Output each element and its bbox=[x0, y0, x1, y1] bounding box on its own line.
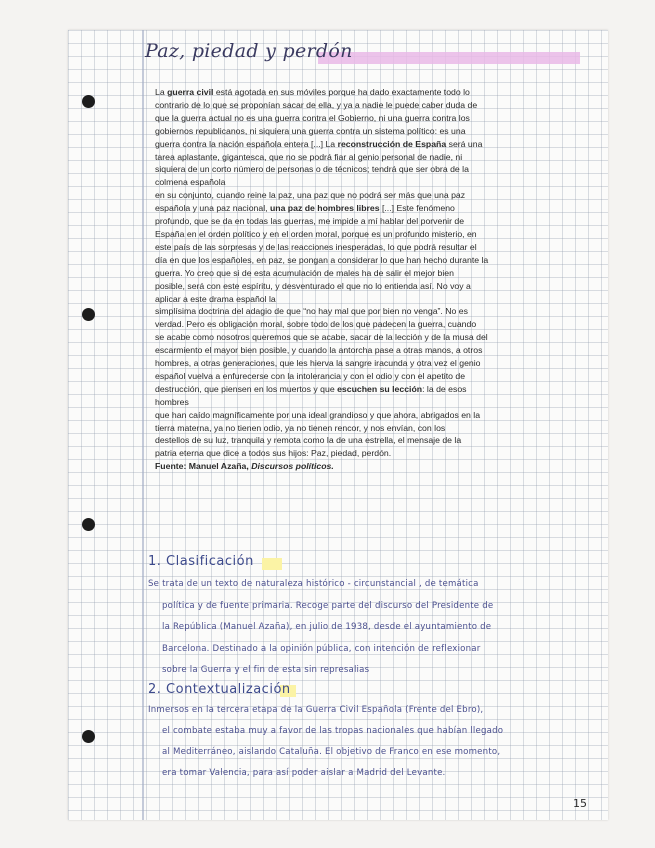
text-line bbox=[155, 383, 515, 396]
text-line bbox=[155, 138, 515, 151]
text-run: aplicar a este drama español la bbox=[155, 293, 276, 304]
page-title: Paz, piedad y perdón bbox=[145, 40, 353, 62]
text-run: verdad. Pero es obligación moral, sobre todo de los que padecen la guerra, cuando bbox=[155, 319, 477, 330]
text-run: : la de esos bbox=[422, 383, 467, 394]
binder-hole-1 bbox=[82, 95, 95, 108]
text-run: español vuelva a enfurecerse con la intolerancia y con el odio y con el apetito de bbox=[155, 370, 466, 381]
source-citation bbox=[155, 460, 515, 473]
text-run: se acabe como nosotros queremos que se acabe, sacar de la lección y de la musa del bbox=[155, 332, 488, 343]
handwritten-line: Se trata de un texto de naturaleza histórico - circunstancial , de temática bbox=[148, 579, 479, 589]
handwritten-line: el combate estaba muy a favor de las tropas nacionales que habían llegado bbox=[162, 726, 504, 736]
handwritten-line: sobre la Guerra y el fin de esta sin represalias bbox=[162, 665, 370, 675]
source-text-lines bbox=[155, 86, 515, 460]
text-run: será una bbox=[446, 138, 483, 149]
text-run: simplísima doctrina del adagio de que “no hay mal que por bien no venga”. No es bbox=[155, 306, 468, 317]
text-run: profundo, que se da en todas las guerras, me impide a mí hablar del porvenir de bbox=[155, 216, 465, 227]
text-line bbox=[155, 344, 515, 357]
text-line bbox=[155, 189, 515, 202]
text-line bbox=[155, 305, 515, 318]
title-highlight bbox=[318, 52, 580, 64]
bold-phrase: reconstrucción de España bbox=[337, 138, 447, 149]
text-line bbox=[155, 434, 515, 447]
text-run: La bbox=[155, 87, 168, 97]
heading-highlight-1 bbox=[262, 558, 282, 570]
handwritten-line: era tomar Valencia, para así poder aislar a Madrid del Levante. bbox=[162, 768, 446, 778]
bold-phrase: escuchen su lección bbox=[337, 383, 423, 394]
text-run: española y una paz nacional, bbox=[155, 203, 270, 214]
text-run: día en que los españoles, en paz, se pongan a considerar lo que han hecho durante la bbox=[155, 254, 489, 265]
text-run: este país de las sorpresas y de las reacciones inesperadas, lo que podrá resultar el bbox=[155, 241, 477, 252]
page-number: 15 bbox=[573, 797, 587, 810]
handwritten-line: al Mediterráneo, aislando Cataluña. El objetivo de Franco en ese momento, bbox=[162, 747, 501, 757]
handwritten-line: Inmersos en la tercera etapa de la Guerra Civil Española (Frente del Ebro), bbox=[148, 705, 484, 715]
text-line bbox=[155, 318, 515, 331]
source-work: Discursos políticos. bbox=[251, 461, 334, 472]
text-line bbox=[155, 163, 515, 176]
text-line bbox=[155, 86, 515, 99]
text-run: destrucción, que piensen en los muertos y que bbox=[155, 383, 338, 394]
handwritten-line: política y de fuente primaria. Recoge parte del discurso del Presidente de bbox=[162, 600, 494, 611]
text-line bbox=[155, 241, 515, 254]
text-run: está agotada en sus móviles porque ha dado exactamente todo lo bbox=[213, 87, 470, 97]
binder-hole-3 bbox=[82, 518, 95, 531]
text-line bbox=[155, 151, 515, 164]
text-run: tarea aplastante, gigantesca, que no se podrá fiar al genio personal de nadie, ni bbox=[155, 151, 463, 162]
margin-line bbox=[142, 30, 144, 820]
text-line bbox=[155, 176, 515, 189]
text-line bbox=[155, 112, 515, 125]
text-line bbox=[155, 357, 515, 370]
text-line bbox=[155, 228, 515, 241]
text-run: posible, será con este espíritu, y desventurado el que no lo entienda así. No voy a bbox=[155, 280, 471, 291]
text-line bbox=[155, 370, 515, 383]
text-line bbox=[155, 331, 515, 344]
text-run: que la guerra actual no es una guerra contra el Gobierno, ni una guerra contra los bbox=[155, 112, 470, 123]
text-run: que han caído magníficamente por una ideal grandioso y que ahora, abrigados en la bbox=[155, 409, 481, 420]
text-run: destellos de su luz, tranquila y remota como la de una estrella, el mensaje de la bbox=[155, 435, 462, 446]
text-line bbox=[155, 125, 515, 138]
text-run: guerra contra la nación española entera [...] La bbox=[155, 138, 338, 149]
text-run: en su conjunto, cuando reine la paz, una paz que no podrá ser más que una paz bbox=[155, 190, 466, 201]
section-heading-contextualizacion: 2. Contextualización bbox=[148, 682, 291, 697]
text-run: hombres, a otras generaciones, que les hierva la sangre iracunda y otra vez el genio bbox=[155, 358, 481, 369]
text-run: escarmiento el mayor bien posible, y cuando la antorcha pase a otras manos, a otros bbox=[155, 345, 483, 356]
text-line bbox=[155, 293, 515, 306]
text-line bbox=[155, 396, 515, 409]
text-run: gobiernos republicanos, ni siquiera una guerra contra un sistema político: es una bbox=[155, 125, 466, 136]
text-line bbox=[155, 254, 515, 267]
bold-phrase: una paz de hombres libres bbox=[269, 203, 380, 214]
printed-source-text bbox=[155, 86, 515, 473]
text-line bbox=[155, 202, 515, 215]
text-run: patria eterna que dice a todos sus hijos: Paz, piedad, perdón. bbox=[155, 448, 392, 459]
text-line bbox=[155, 447, 515, 460]
text-run: colmena española bbox=[155, 177, 226, 188]
text-run: España en el orden político y en el orden moral, porque es un profundo misterio, en bbox=[155, 228, 477, 239]
source-label: Fuente: Manuel Azaña, bbox=[155, 461, 249, 472]
text-run: siquiera de un corto número de personas o de técnicos; tendrá que ser obra de la bbox=[155, 164, 469, 175]
text-line bbox=[155, 422, 515, 435]
bold-phrase: guerra civil bbox=[167, 87, 214, 97]
text-run: guerra. Yo creo que si de esta acumulación de males ha de salir el mejor bien bbox=[155, 267, 454, 278]
text-line bbox=[155, 215, 515, 228]
text-line bbox=[155, 99, 515, 112]
binder-hole-4 bbox=[82, 730, 95, 743]
handwritten-line: Barcelona. Destinado a la opinión pública, con intención de reflexionar bbox=[162, 643, 481, 654]
text-run: [...] Este fenómeno bbox=[379, 203, 455, 214]
text-line bbox=[155, 280, 515, 293]
text-line bbox=[155, 409, 515, 422]
text-run: hombres bbox=[155, 396, 189, 407]
binder-hole-2 bbox=[82, 308, 95, 321]
text-line bbox=[155, 267, 515, 280]
text-run: contrario de lo que se proponían sacar de ella, y ya a nadie le puede caber duda de bbox=[155, 99, 478, 110]
text-run: tierra materna, ya no tienen odio, ya no tienen rencor, y nos envían, con los bbox=[155, 422, 446, 433]
handwritten-line: la República (Manuel Azaña), en julio de 1938, desde el ayuntamiento de bbox=[162, 622, 492, 632]
section-heading-clasificacion: 1. Clasificación bbox=[148, 554, 254, 569]
